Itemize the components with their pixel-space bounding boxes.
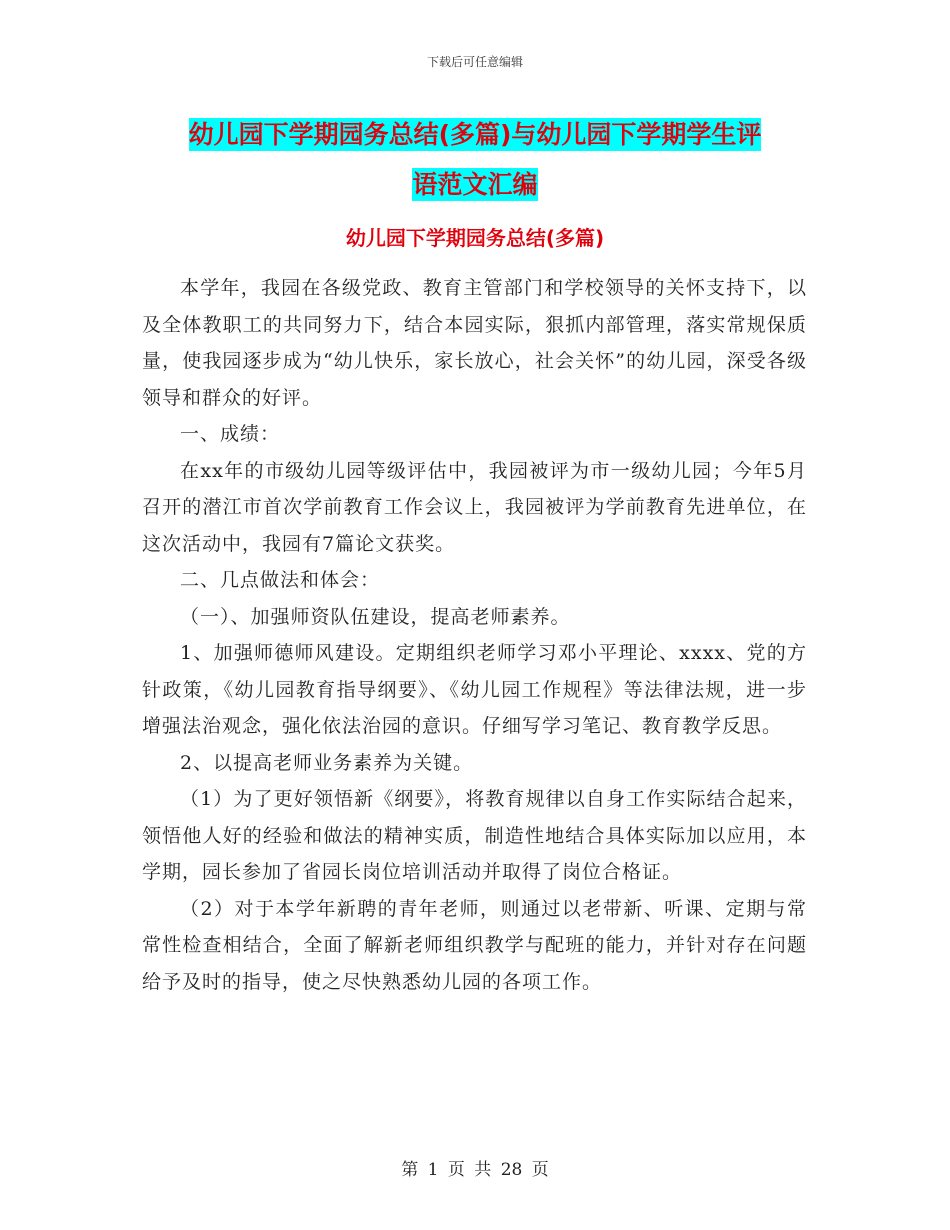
section-title: 幼儿园下学期园务总结(多篇)	[345, 226, 605, 250]
body-text	[142, 270, 807, 1000]
paragraph: （一）、加强师资队伍建设，提高老师素养。	[180, 605, 571, 628]
paragraph: 2、以提高老师业务素养为关键。	[180, 751, 474, 774]
paragraph: （2）对于本学年新聘的青年老师，则通过以老带新、听课、定期与常常性检查相结合，全面了解新老师组织教学与配班的能力，并针对存在问题给予及时的指导，使之尽快熟悉幼儿园的各项工作。	[142, 897, 807, 993]
paragraph: 1、加强师德师风建设。定期组织老师学习邓小平理论、xxxx、党的方针政策，《幼儿园教育指导纲要》、《幼儿园工作规程》等法律法规，进一步增强法治观念，强化依法治园的意识。仔细写学习笔记、教育教学反思。	[142, 642, 807, 737]
paragraph: 本学年，我园在各级党政、教育主管部门和学校领导的关怀支持下，以及全体教职工的共同努力下，结合本园实际，狠抓内部管理，落实常规保质量，使我园逐步成为“幼儿快乐，家长放心，社会关怀”的幼儿园，深受各级领导和群众的好评。	[142, 277, 807, 409]
document-title	[140, 110, 810, 210]
header-note: 下载后可任意编辑	[426, 55, 523, 69]
paragraph: 在xx年的市级幼儿园等级评估中，我园被评为市一级幼儿园；今年5月召开的潜江市首次学前教育工作会议上，我园被评为学前教育先进单位，在这次活动中，我园有7篇论文获奖。	[142, 459, 807, 555]
paragraph: 一、成绩：	[180, 423, 281, 445]
document-title-line-1: 幼儿园下学期园务总结(多篇)与幼儿园下学期学生评	[188, 120, 762, 149]
document-title-line-2: 语范文汇编	[412, 170, 538, 199]
page-footer: 第 1 页 共 28 页	[401, 1160, 549, 1180]
paragraph: （1）为了更好领悟新《纲要》，将教育规律以自身工作实际结合起来，领悟他人好的经验和做法的精神实质，制造性地结合具体实际加以应用，本学期，园长参加了省园长岗位培训活动并取得了岗位合格证。	[142, 788, 807, 883]
paragraph: 二、几点做法和体会：	[180, 569, 381, 591]
